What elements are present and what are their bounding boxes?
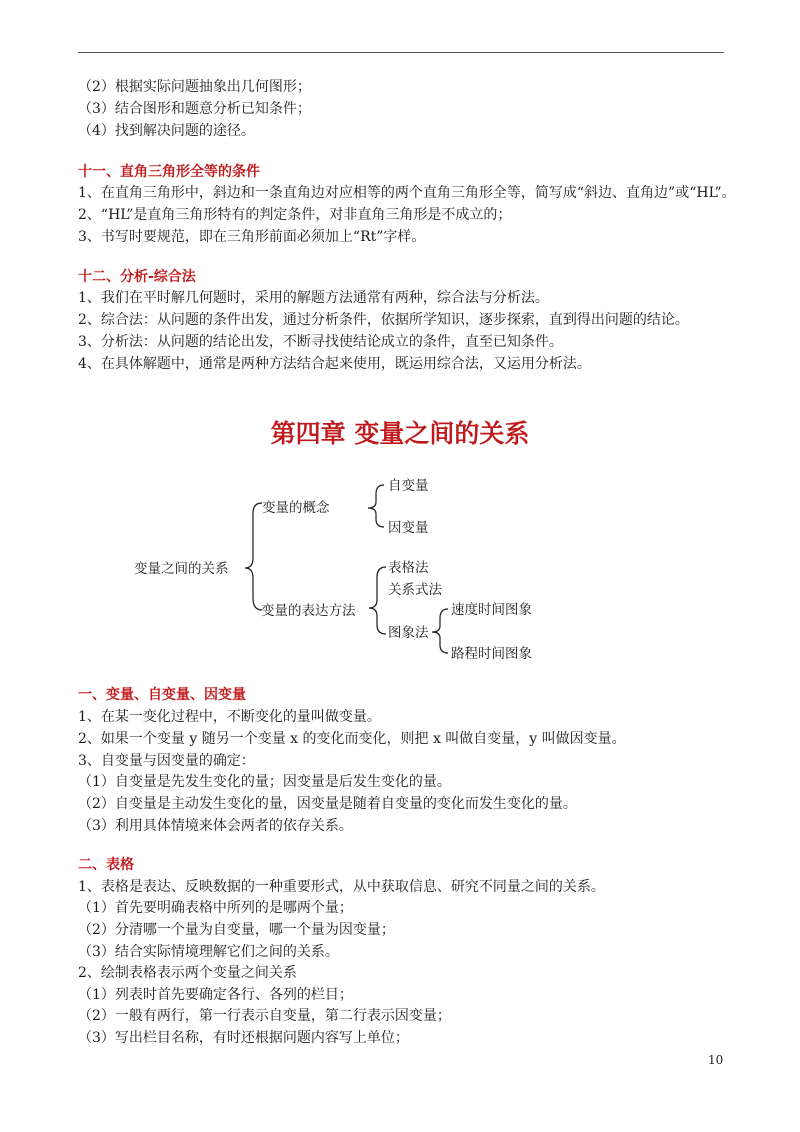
ch4-section-1-item-5: （2）自变量是主动发生变化的量，因变量是随着自变量的变化而发生变化的量。 xyxy=(78,796,577,812)
graph-brace xyxy=(432,609,448,653)
page-number: 10 xyxy=(708,1053,724,1067)
diagram-dependent-label: 因变量 xyxy=(388,520,429,536)
diagram-independent-label: 自变量 xyxy=(388,478,429,494)
ch4-section-2-item-1: 1、表格是表达、反映数据的一种重要形式，从中获取信息、研究不同量之间的关系。 xyxy=(78,879,605,895)
root-brace xyxy=(245,503,262,610)
diagram-root-label: 变量之间的关系 xyxy=(134,561,229,577)
ch4-section-1-item-3: 3、自变量与因变量的确定： xyxy=(78,753,255,769)
ch4-section-1-item-6: （3）利用具体情境来体会两者的依存关系。 xyxy=(78,818,353,834)
section-12-item-2: 2、综合法：从问题的条件出发，通过分析条件，依据所学知识，逐步探索，直到得出问题的结论。 xyxy=(78,312,689,328)
ch4-section-2-item-5: 2、绘制表格表示两个变量之间关系 xyxy=(78,965,297,981)
section-11-item-3: 3、书写时要规范，即在三角形前面必须加上“Rt”字样。 xyxy=(78,229,426,245)
prev-item-3: （3）结合图形和题意分析已知条件； xyxy=(78,101,311,117)
header-rule xyxy=(78,52,724,53)
section-12-item-4: 4、在具体解题中，通常是两种方法结合起来使用，既运用综合法，又运用分析法。 xyxy=(78,356,591,372)
ch4-section-1-item-1: 1、在某一变化过程中，不断变化的量叫做变量。 xyxy=(78,709,381,725)
ch4-section-2-item-7: （2）一般有两行，第一行表示自变量，第二行表示因变量； xyxy=(78,1008,451,1024)
section-11-heading: 十一、直角三角形全等的条件 xyxy=(78,164,260,180)
diagram-representation-label: 变量的表达方法 xyxy=(261,603,356,619)
section-11-item-2: 2、“HL”是直角三角形特有的判定条件，对非直角三角形是不成立的； xyxy=(78,207,512,223)
ch4-section-1-heading: 一、变量、自变量、因变量 xyxy=(78,687,246,703)
section-11-item-1: 1、在直角三角形中，斜边和一条直角边对应相等的两个直角三角形全等，简写成“斜边、直角边”或“HL”。 xyxy=(78,185,736,201)
section-12-heading: 十二、分析-综合法 xyxy=(78,269,196,285)
ch4-section-2-heading: 二、表格 xyxy=(78,857,134,873)
ch4-section-2-item-3: （2）分清哪一个量为自变量，哪一个量为因变量； xyxy=(78,922,395,938)
diagram-distance-time-label: 路程时间图象 xyxy=(451,646,532,662)
ch4-section-2-item-2: （1）首先要明确表格中所列的是哪两个量； xyxy=(78,900,353,916)
ch4-section-2-item-4: （3）结合实际情境理解它们之间的关系。 xyxy=(78,944,339,960)
prev-item-4: （4）找到解决问题的途径。 xyxy=(78,123,255,139)
chapter-title: 第四章 变量之间的关系 xyxy=(270,419,530,448)
ch4-section-2-item-6: （1）列表时首先要确定各行、各列的栏目； xyxy=(78,987,353,1003)
ch4-section-2-item-8: （3）写出栏目名称，有时还根据问题内容写上单位； xyxy=(78,1030,409,1046)
ch4-section-1-item-2: 2、如果一个变量 y 随另一个变量 x 的变化而变化，则把 x 叫做自变量，y 叫做因变量。 xyxy=(78,731,626,747)
section-12-item-1: 1、我们在平时解几何题时，采用的解题方法通常有两种，综合法与分析法。 xyxy=(78,290,549,306)
section-12-item-3: 3、分析法：从问题的结论出发，不断寻找使结论成立的条件，直至已知条件。 xyxy=(78,334,563,350)
representation-brace xyxy=(369,567,386,634)
prev-item-2: （2）根据实际问题抽象出几何图形； xyxy=(78,79,311,95)
diagram-graph-method-label: 图象法 xyxy=(388,625,429,641)
ch4-section-1-item-4: （1）自变量是先发生变化的量；因变量是后发生变化的量。 xyxy=(78,774,451,790)
diagram-speed-time-label: 速度时间图象 xyxy=(451,602,532,618)
diagram-formula-method-label: 关系式法 xyxy=(388,582,442,598)
diagram-table-method-label: 表格法 xyxy=(388,560,429,576)
concept-brace xyxy=(368,485,384,527)
diagram-concept-label: 变量的概念 xyxy=(262,500,330,516)
